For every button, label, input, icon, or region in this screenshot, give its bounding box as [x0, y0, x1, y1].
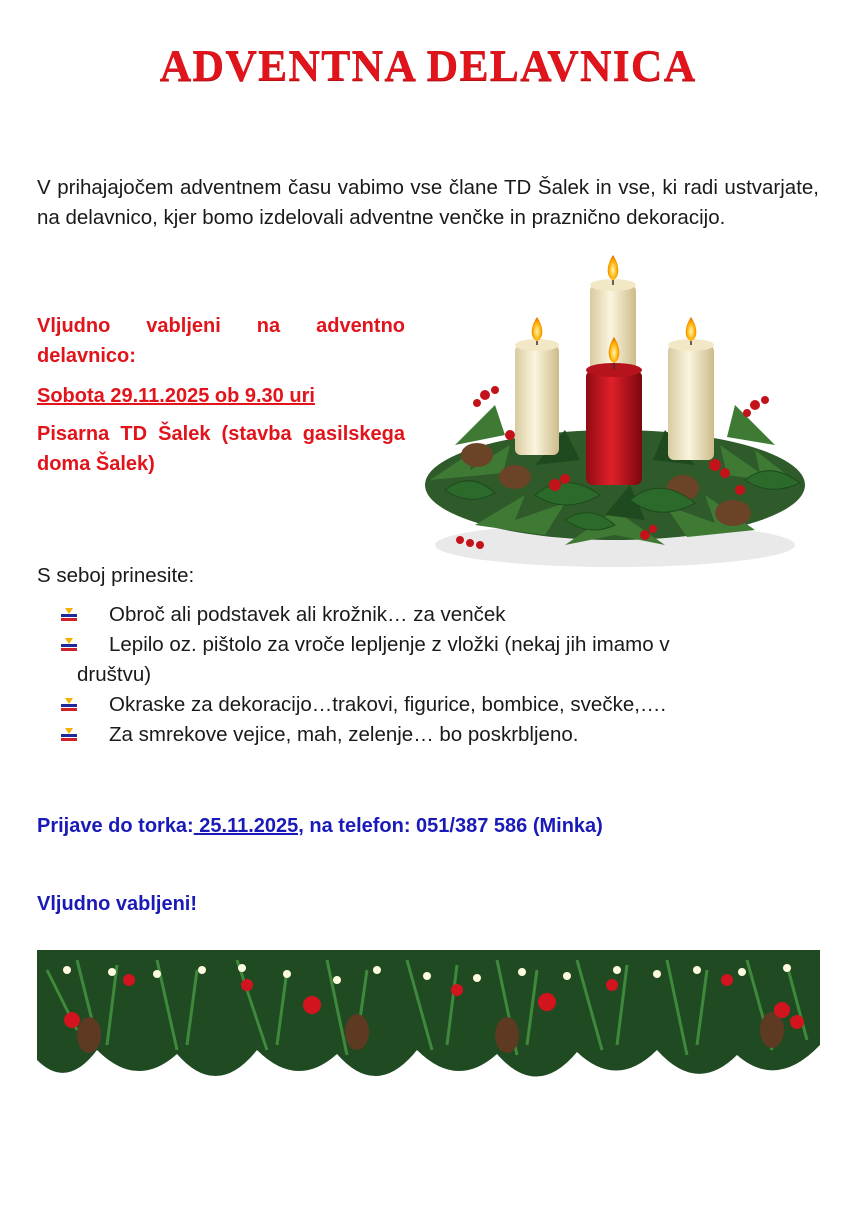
event-location: Pisarna TD Šalek (stavba gasilskega doma Šalek)	[37, 423, 405, 475]
christmas-garland-illustration	[37, 950, 820, 1100]
list-item-text: Okraske za dekoracijo…trakovi, figurice, bombice, svečke,….	[109, 693, 667, 716]
list-item-text: Za smrekove vejice, mah, zelenje… bo poskrbljeno.	[109, 723, 579, 746]
advent-wreath-illustration	[415, 245, 820, 585]
arrow-bullet-icon	[61, 728, 77, 742]
closing-line: Vljudno vabljeni!	[37, 893, 198, 915]
list-item	[37, 720, 819, 750]
registration-prefix: Prijave do torka:	[37, 815, 194, 837]
invitation-heading: Vljudno vabljeni na adventno delavnico:	[37, 315, 405, 367]
page-title: ADVENTNA DELAVNICA	[159, 41, 697, 90]
bring-label: S seboj prinesite:	[37, 564, 195, 587]
event-datetime: Sobota 29.11.2025 ob 9.30 uri	[37, 385, 315, 407]
arrow-bullet-icon	[61, 608, 77, 622]
registration-contact: na telefon: 051/387 586 (Minka)	[303, 815, 603, 837]
arrow-bullet-icon	[61, 698, 77, 712]
list-item	[37, 690, 819, 720]
list-item	[37, 630, 819, 690]
registration-date: 25.11.2025,	[193, 815, 304, 837]
list-item-continuation: društvu)	[77, 663, 152, 686]
list-item-text: Obroč ali podstavek ali krožnik… za venček	[109, 603, 506, 626]
intro-paragraph: V prihajajočem adventnem času vabimo vse člane TD Šalek in vse, ki radi ustvarjate, na delavnico, kjer bomo izdelovali adventne venčke in praznično dekoracijo.	[37, 176, 819, 229]
list-item-text: Lepilo oz. pištolo za vroče lepljenje z vložki (nekaj jih imamo v	[109, 633, 670, 656]
list-item	[37, 600, 819, 630]
bring-list	[37, 600, 819, 750]
registration-line	[37, 815, 603, 838]
arrow-bullet-icon	[61, 638, 77, 652]
